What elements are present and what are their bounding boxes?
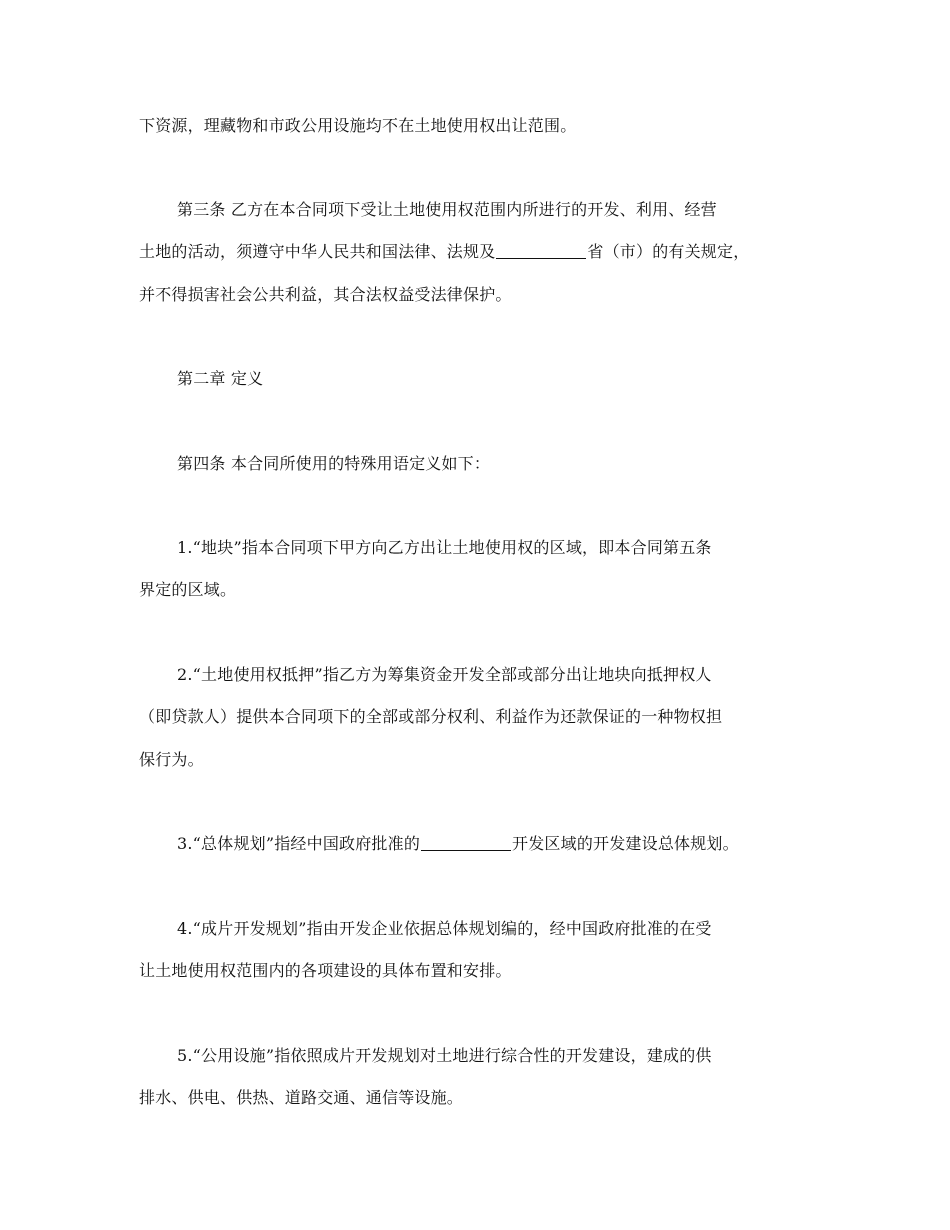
article-4-line-1: 第四条 本合同所使用的特殊用语定义如下： (177, 454, 491, 473)
article-3-line-3: 并不得损害社会公共利益，其合法权益受法律保护。 (139, 285, 512, 304)
province-blank-field (496, 242, 586, 259)
definition-2-line-1: 2.“土地使用权抵押”指乙方为筹集资金开发全部或部分出让地块向抵押权人 (177, 665, 712, 684)
definition-1-line-2: 界定的区域。 (139, 580, 237, 599)
definition-5-line-2: 排水、供电、供热、道路交通、通信等设施。 (139, 1088, 464, 1107)
definition-4-line-1: 4.“成片开发规划”指由开发企业依据总体规划编的，经中国政府批准的在受 (177, 919, 712, 938)
definition-3-text-a: 3.“总体规划”指经中国政府批准的 (177, 834, 421, 853)
definition-2-line-3: 保行为。 (139, 750, 204, 769)
article-3-line-2-text-b: 省（市）的有关规定， (587, 242, 750, 261)
chapter-2-heading: 第二章 定义 (177, 369, 264, 388)
definition-2-line-2: （即贷款人）提供本合同项下的全部或部分权利、利益作为还款保证的一种物权担 (139, 707, 723, 726)
article-3-line-2-text-a: 土地的活动，须遵守中华人民共和国法律、法规及 (139, 242, 496, 261)
development-area-blank-field (421, 834, 511, 851)
definition-3-line-1 (177, 833, 739, 855)
definition-4-line-2: 让土地使用权范围内的各项建设的具体布置和安排。 (139, 961, 512, 980)
paragraph-line: 下资源，理藏物和市政公用设施均不在土地使用权出让范围。 (139, 116, 577, 135)
definition-1-line-1: 1.“地块”指本合同项下甲方向乙方出让土地使用权的区域，即本合同第五条 (177, 538, 712, 557)
article-3-line-1: 第三条 乙方在本合同项下受让土地使用权范围内所进行的开发、利用、经营 (177, 200, 717, 219)
article-3-line-2 (139, 241, 749, 263)
definition-3-text-b: 开发区域的开发建设总体规划。 (512, 834, 739, 853)
definition-5-line-1: 5.“公用设施”指依照成片开发规划对土地进行综合性的开发建设，建成的供 (177, 1046, 712, 1065)
